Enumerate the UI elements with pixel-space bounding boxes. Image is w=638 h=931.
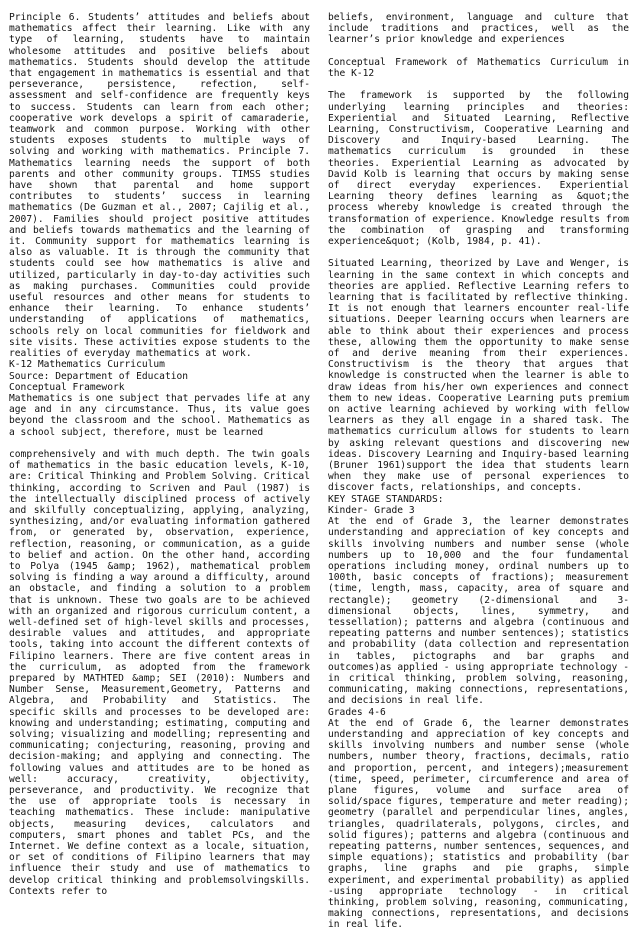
context-paragraph: beliefs, environment, language and culture that include traditions and practices, well as the learner’s prior knowledge and experiences (328, 12, 629, 46)
curriculum-heading: K-12 Mathematics Curriculum (9, 359, 165, 371)
grades-4-6-heading: Grades 4-6 (328, 706, 386, 718)
source-line: Source: Department of Education (9, 370, 189, 382)
kinder-grade3-heading: Kinder- Grade 3 (328, 504, 415, 516)
principles-paragraph: Principle 6. Students’ attitudes and beliefs about mathematics affect their learning. Like with any type of learning, students have to maintain wholesome attitudes and positive beliefs about mathematics. Students should develop the attitude that engagement in mathematics is essential and that perseverance, persistence, refection, self-assessment and self-confidence are frequently keys to success. Students can learn from each other; cooperative work develops a spirit of camaraderie, teamwork and common purpose. Working with other students exposes students to multiple ways of solving and working with mathematics. Principle 7. Mathematics learning needs the support of both parents and other community groups. TIMSS studies have shown that parental and home support contributes to students’ success in learning mathematics (De Guzman et al., 2007; Cajilig et al., 2007). Families should project positive attitudes and beliefs towards mathematics and the learning of it. Community support for mathematics learning is also as valuable. It is through the community that students could see how mathematics is alive and utilized, particularly in day-to-day activities such as making purchases. Communities could provide useful resources and other means for students to enhance their learning. To enhance students’ understanding of applications of mathematics, schools rely on local communities for fieldwork and site visits. These activities expose students to the realities of everyday mathematics at work. (9, 12, 310, 360)
left-column (9, 12, 310, 897)
mathematics-paragraph: Mathematics is one subject that pervades life at any age and in any circumstance. Thus, its value goes beyond the classroom and the school. Mathematics as a school subject, therefore, must be learned (9, 392, 310, 438)
grades-4-6-text: At the end of Grade 6, the learner demonstrates understanding and appreciation of key concepts and skills involving numbers and number sense (whole numbers, number theory, fractions, decimals, ratio and proportion, percent, and integers);measurement (time, speed, perimeter, circumference and area of plane figures, volume and surface area of solid/space figures, temperature and meter reading); geometry (parallel and perpendicular lines, angles, triangles, quadrilaterals, polygons, circles, and solid figures); patterns and algebra (continuous and repeating patterns, number sentences, sequences, and simple equations); statistics and probability (bar graphs, line graphs and pie graphs, simple experiment, and experimental probability) as applied -using appropriate technology - in critical thinking, problem solving, reasoning, communicating, making connections, representations, and decisions in real life. (328, 717, 629, 931)
right-column (328, 12, 629, 931)
framework-heading: Conceptual Framework (9, 381, 125, 393)
kinder-grade3-text: At the end of Grade 3, the learner demonstrates understanding and appreciation of key concepts and skills involving numbers and number sense (whole numbers up to 10,000 and the four fundamental operations including money, ordinal numbers up to 100th, basic concepts of fractions); measurement (time, length, mass, capacity, area of square and rectangle); geometry (2-dimensional and 3-dimensional objects, lines, symmetry, and tessellation); patterns and algebra (continuous and repeating patterns and number sentences); statistics and probability (data collection and representation in tables, pictographs and bar graphs and outcomes)as applied - using appropriate technology - in critical thinking, problem solving, reasoning, communicating, making connections, representations, and decisions in real life. (328, 516, 629, 707)
situated-learning-paragraph: Situated Learning, theorized by Lave and Wenger, is learning in the same context in which concepts and theories are applied. Reflective Learning refers to learning that is facilitated by reflective thinking. It is not enough that learners encounter real-life situations. Deeper learning occurs when learners are able to think about their experiences and process these, allowing them the opportunity to make sense of and derive meaning from their experiences. Constructivism is the theory that argues that knowledge is constructed when the learner is able to draw ideas from his/her own experiences and connect them to new ideas. Cooperative Learning puts premium on active learning achieved by working with fellow learners as they all engage in a shared task. The mathematics curriculum allows for students to learn by asking relevant questions and discovering new ideas. Discovery Learning and Inquiry-based learning (Bruner 1961)support the idea that students learn when they make use of personal experiences to discover facts, relationships, and concepts. (328, 258, 629, 494)
theories-paragraph: The framework is supported by the following underlying learning principles and theories: Experiential and Situated Learning, Reflective Learning, Constructivism, Cooperative Learning and Discovery and Inquiry-based Learning. The mathematics curriculum is grounded in these theories. Experiential Learning as advocated by David Kolb is learning that occurs by making sense of direct everyday experiences. Experiential Learning theory defines learning as &quot;the process whereby knowledge is created through the transformation of experience. Knowledge results from the combination of grasping and transforming experience&quot; (Kolb, 1984, p. 41). (328, 90, 629, 248)
standards-heading: KEY STAGE STANDARDS: (328, 493, 444, 505)
framework-title: Conceptual Framework of Mathematics Curriculum in the K-12 (328, 56, 629, 79)
goals-paragraph: comprehensively and with much depth. The twin goals of mathematics in the basic education levels, K-10, are: Critical Thinking and Problem Solving. Critical thinking, according to Scriven and Paul (1987) is the intellectually disciplined process of actively and skilfully conceptualizing, applying, analyzing, synthesizing, and/or evaluating information gathered from, or generated by, observation, experience, reflection, reasoning, or communication, as a guide to belief and action. On the other hand, according to Polya (1945 &amp; 1962), mathematical problem solving is finding a way around a difficulty, around an obstacle, and finding a solution to a problem that is unknown. These two goals are to be achieved with an organized and rigorous curriculum content, a well-defined set of high-level skills and processes, desirable values and attitudes, and appropriate tools, taking into account the different contexts of Filipino learners. There are five content areas in the curriculum, as adopted from the framework prepared by MATHTED &amp; SEI (2010): Numbers and Number Sense, Measurement,Geometry, Patterns and Algebra, and Probability and Statistics. The specific skills and processes to be developed are: knowing and understanding; estimating, computing and solving; visualizing and modelling; representing and communicating; conjecturing, reasoning, proving and decision-making; and applying and connecting. The following values and attitudes are to be honed as well: accuracy, creativity, objectivity, perseverance, and productivity. We recognize that the use of appropriate tools is necessary in teaching mathematics. These include: manipulative objects, measuring devices, calculators and computers, smart phones and tablet PCs, and the Internet. We define context as a locale, situation, or set of conditions of Filipino learners that may influence their study and use of mathematics to develop critical thinking and problemsolvingskills. Contexts refer to (9, 448, 310, 897)
